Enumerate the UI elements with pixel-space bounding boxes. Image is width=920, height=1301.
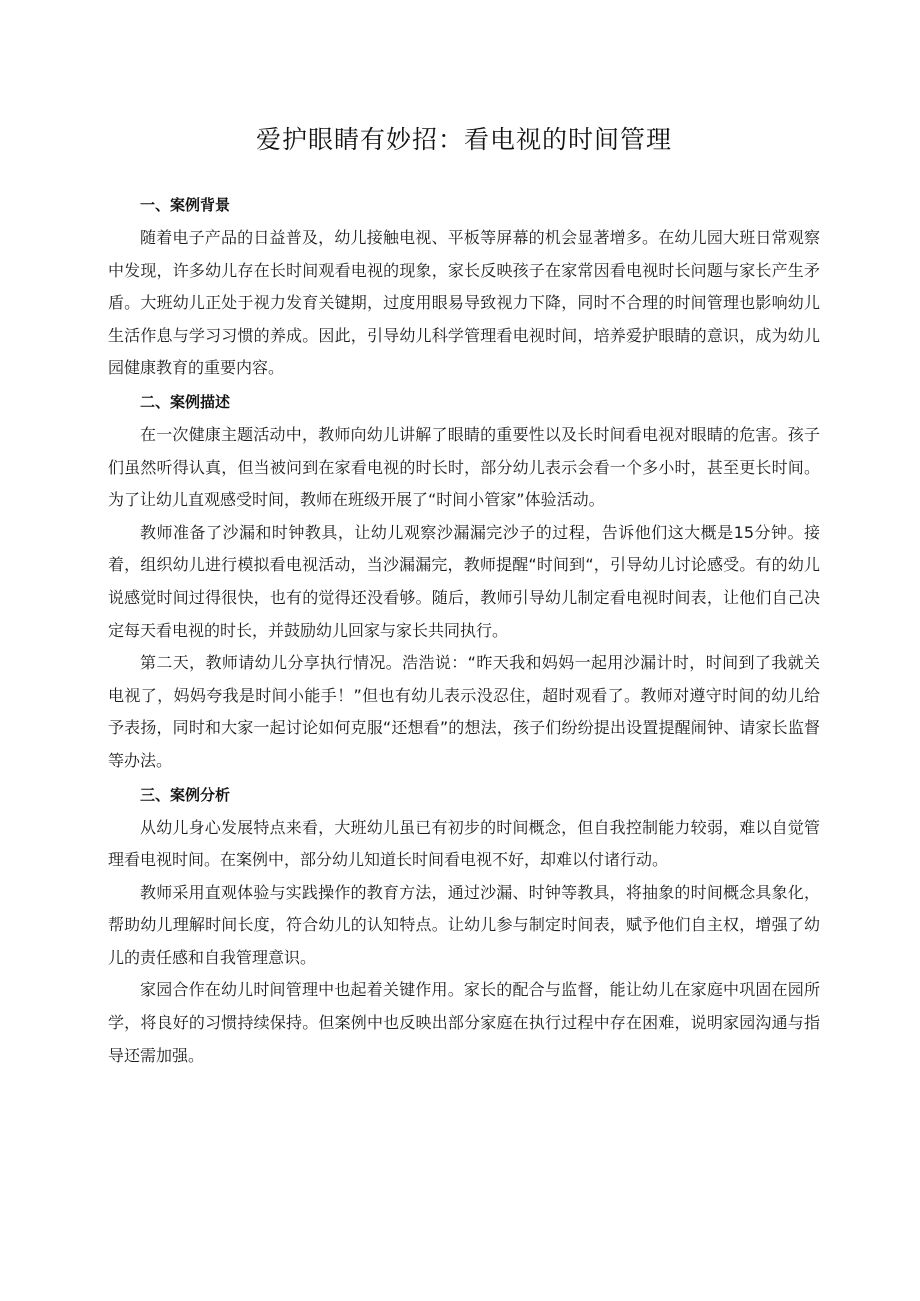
paragraph: 第二天，教师请幼儿分享执行情况。浩浩说：“昨天我和妈妈一起用沙漏计时，时间到了我就关电视了，妈妈夸我是时间小能手！”但也有幼儿表示没忍住，超时观看了。教师对遵守时间的幼儿给予表扬，同时和大家一起讨论如何克服“还想看”的想法，孩子们纷纷提出设置提醒闹钟、请家长监督等办法。 — [108, 653, 820, 770]
paragraph: 在一次健康主题活动中，教师向幼儿讲解了眼睛的重要性以及长时间看电视对眼睛的危害。孩子们虽然听得认真，但当被问到在家看电视的时长时，部分幼儿表示会看一个多小时，甚至更长时间。为了让幼儿直观感受时间，教师在班级开展了“时间小管家”体验活动。 — [108, 424, 820, 510]
document-title: 爱护眼睛有妙招：看电视的时间管理 — [255, 125, 672, 154]
paragraph: 从幼儿身心发展特点来看，大班幼儿虽已有初步的时间概念，但自我控制能力较弱，难以自觉管理看电视时间。在案例中，部分幼儿知道长时间看电视不好，却难以付诸行动。 — [108, 817, 820, 870]
section-heading: 一、案例背景 — [140, 196, 231, 214]
section-background — [108, 188, 820, 385]
document-page — [108, 118, 820, 1072]
paragraph: 教师准备了沙漏和时钟教具，让幼儿观察沙漏漏完沙子的过程，告诉他们这大概是15分钟。接着，组织幼儿进行模拟看电视活动，当沙漏漏完，教师提醒“时间到“，引导幼儿讨论感受。有的幼儿说感觉时间过得很快，也有的觉得还没看够。随后，教师引导幼儿制定看电视时间表，让他们自己决定每天看电视的时长，并鼓励幼儿回家与家长共同执行。 — [108, 522, 820, 640]
section-description — [108, 385, 820, 778]
section-analysis — [108, 778, 820, 1073]
paragraph: 家园合作在幼儿时间管理中也起着关键作用。家长的配合与监督，能让幼儿在家庭中巩固在园所学，将良好的习惯持续保持。但案例中也反映出部分家庭在执行过程中存在困难，说明家园沟通与指导还需加强。 — [108, 980, 820, 1065]
paragraph: 教师采用直观体验与实践操作的教育方法，通过沙漏、时钟等教具，将抽象的时间概念具象化，帮助幼儿理解时间长度，符合幼儿的认知特点。让幼儿参与制定时间表，赋予他们自主权，增强了幼儿的责任感和自我管理意识。 — [108, 882, 820, 967]
paragraph: 随着电子产品的日益普及，幼儿接触电视、平板等屏幕的机会显著增多。在幼儿园大班日常观察中发现，许多幼儿存在长时间观看电视的现象，家长反映孩子在家常因看电视时长问题与家长产生矛盾。大班幼儿正处于视力发育关键期，过度用眼易导致视力下降，同时不合理的时间管理也影响幼儿生活作息与学习习惯的养成。因此，引导幼儿科学管理看电视时间，培养爱护眼睛的意识，成为幼儿园健康教育的重要内容。 — [108, 228, 820, 378]
section-heading: 二、案例描述 — [140, 392, 231, 411]
section-heading: 三、案例分析 — [140, 785, 231, 804]
